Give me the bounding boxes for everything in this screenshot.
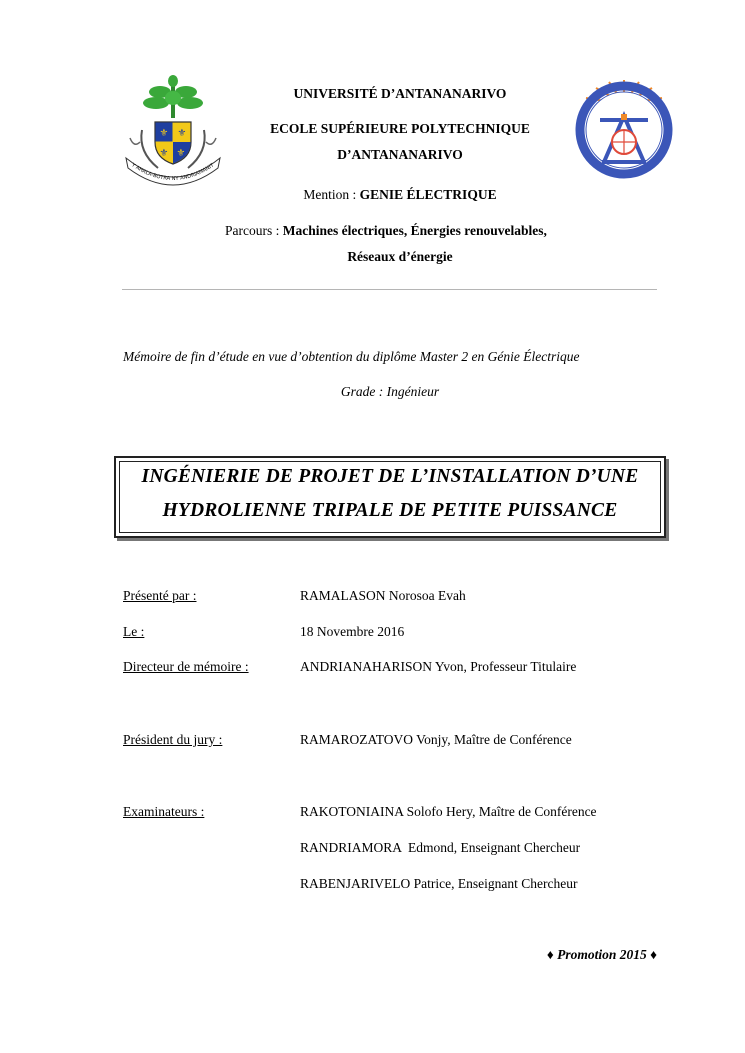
mention-value: GENIE ÉLECTRIQUE [359,187,497,202]
date-value: 18 Novembre 2016 [300,624,405,639]
directeur-label: Directeur de mémoire : [123,659,249,674]
svg-text:⚜: ⚜ [176,148,186,159]
svg-text:⚜: ⚜ [159,128,169,139]
president-value: RAMAROZATOVO Vonjy, Maître de Conférence [300,732,572,747]
promotion-line: ♦ Promotion 2015 ♦ [546,947,657,962]
parcours-label: Parcours : [225,223,280,238]
memoire-description: Mémoire de fin d’étude en vue d’obtention du diplôme Master 2 en Génie Électrique [123,349,580,364]
parcours-line [225,223,547,239]
thesis-title-line2: HYDROLIENNE TRIPALE DE PETITE PUISSANCE [162,500,618,521]
school-name-line2: D’ANTANANARIVO [337,147,463,162]
date-label: Le : [123,624,145,639]
examinateurs-label: Examinateurs : [123,804,205,819]
logo-motto: Y AHALA-BOTRA NY ANDRIAMANIT [130,162,216,183]
thesis-title-box [114,456,666,538]
parcours-value-line2: Réseaux d’énergie [347,249,453,264]
header-divider [122,289,657,290]
directeur-value: ANDRIANAHARISON Yvon, Professeur Titulaire [300,659,577,674]
svg-text:⚜: ⚜ [177,128,187,139]
examinateur-2: RANDRIAMORA Edmond, Enseignant Chercheur [300,840,581,855]
mention-line [200,187,600,203]
school-name-line1: ECOLE SUPÉRIEURE POLYTECHNIQUE [270,121,530,136]
mention-label: Mention : [303,187,357,202]
examinateur-1: RAKOTONIAINA Solofo Hery, Maître de Conférence [300,804,597,819]
svg-text:⚜: ⚜ [159,148,169,159]
shield-emblem [155,122,191,164]
president-label: Président du jury : [123,732,223,747]
presente-label: Présenté par : [123,588,197,603]
thesis-title-line1: INGÉNIERIE DE PROJET DE L’INSTALLATION D’UNE [141,466,639,487]
examinateur-3: RABENJARIVELO Patrice, Enseignant Chercheur [300,876,578,891]
parcours-value-line1: Machines électriques, Énergies renouvelables, [282,223,547,238]
presente-value: RAMALASON Norosoa Evah [300,588,466,603]
tree-emblem [143,75,203,118]
grade-line: Grade : Ingénieur [340,384,440,399]
university-name: UNIVERSITÉ D’ANTANANARIVO [293,86,507,101]
